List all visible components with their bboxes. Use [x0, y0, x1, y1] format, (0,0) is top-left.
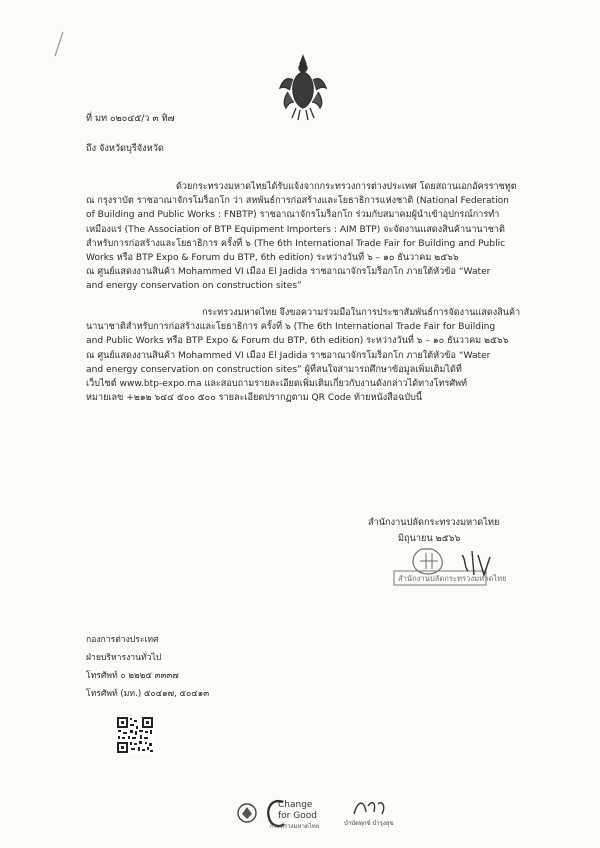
office-stamp	[392, 545, 507, 595]
paragraph-line: เว็บไซต์ www.btp-expo.ma และสอบถามรายละเอียดเพิ่มเติมเกี่ยวกับงานดังกล่าวได้ทางโทรศัพท์	[86, 379, 468, 390]
garuda-emblem-icon	[278, 52, 328, 122]
section-name: ฝ่ายบริหารงานทั่วไป	[86, 653, 162, 663]
footer-logos	[228, 790, 428, 840]
division-name: กองการต่างประเทศ	[86, 635, 159, 645]
paragraph-line: เหมืองแร่ (The Association of BTP Equipment Importers : AIM BTP) จะจัดงานแสดงสินค้านานาชาติ	[86, 224, 505, 235]
internal-phone-number: โทรศัพท์ (มท.) ๕๐๔๑๗, ๕๐๔๑๓	[86, 689, 210, 699]
paragraph-line: นานาชาติสำหรับการก่อสร้างและโยธาธิการ ครั้งที่ ๖ (The 6th International Trade Fair for Building	[86, 322, 496, 333]
ministry-script-logo-icon	[350, 796, 390, 820]
paragraph-line: Works หรือ BTP Expo & Forum du BTP, 6th edition) ระหว่างวันที่ ๖ – ๑๐ ธันวาคม ๒๕๖๖	[86, 253, 459, 264]
qr-code-icon[interactable]	[116, 716, 154, 754]
stamp-text: สำนักงานปลัดกระทรวงมหาดไทย	[398, 574, 507, 583]
logo-tagline: กระทรวงมหาดไทย	[270, 823, 320, 830]
paragraph-line: of Building and Public Works : FNBTP) ราชอาณาจักรโมร็อกโก ร่วมกับสมาคมผู้นำเข้าอุปกรณ์การทำ	[86, 210, 500, 221]
scan-mark	[52, 30, 66, 58]
paragraph-line: ด้วยกระทรวงมหาดไทยได้รับแจ้งจากกระทรวงการต่างประเทศ โดยสถานเอกอัครราชทูต	[176, 182, 517, 192]
paragraph-line: ณ กรุงราบัต ราชอาณาจักรโมร็อกโก ว่า สหพันธ์การก่อสร้างและโยธาธิการแห่งชาติ (National Federation	[86, 196, 509, 207]
body-paragraph-1	[86, 180, 526, 294]
paragraph-line: and Public Works หรือ BTP Expo & Forum du BTP, 6th edition) ระหว่างวันที่ ๖ – ๑๐ ธันวาคม ๒๕๖๖	[86, 336, 509, 347]
seal-logo-icon	[236, 802, 258, 824]
paragraph-line: กระทรวงมหาดไทย จึงขอความร่วมมือในการประชาสัมพันธ์การจัดงานแสดงสินค้า	[202, 308, 521, 318]
stamp-seal-icon	[392, 545, 502, 595]
paragraph-line: ณ ศูนย์แสดงงานสินค้า Mohammed VI เมือง El Jadida ราชอาณาจักรโมร็อกโก ภายใต้หัวข้อ “Water	[86, 350, 491, 361]
paragraph-line: and energy conservation on construction sites” ผู้ที่สนใจสามารถศึกษาข้อมูลเพิ่มเติมได้ที่	[86, 364, 462, 375]
signing-date: มิถุนายน ๒๕๖๖	[398, 533, 461, 544]
logo-for-good-text: for Good	[278, 811, 317, 821]
phone-number: โทรศัพท์ ๐ ๒๒๒๕ ๓๓๓๗	[86, 671, 179, 681]
right-logo-caption: บำบัดทุกข์ บำรุงสุข	[344, 820, 394, 827]
paragraph-line: and energy conservation on construction sites”	[86, 281, 302, 292]
paragraph-line: ณ ศูนย์แสดงงานสินค้า Mohammed VI เมือง El Jadida ราชอาณาจักรโมร็อกโก ภายใต้หัวข้อ “Water	[86, 267, 491, 278]
addressee: ถึง จังหวัดบุรีจังหวัด	[86, 143, 164, 154]
logo-change-text: Change	[278, 800, 313, 810]
body-paragraph-2	[86, 306, 526, 405]
paragraph-line: สำหรับการก่อสร้างและโยธาธิการ ครั้งที่ ๖ (The 6th International Trade Fair for Building and Public	[86, 238, 506, 249]
reference-number: ที่ มท ๐๒๐๔๕/ว ๓ ทิ๗	[86, 113, 175, 124]
signing-office: สำนักงานปลัดกระทรวงมหาดไทย	[368, 517, 500, 528]
paragraph-line: หมายเลข +๒๑๒ ๖๔๔ ๕๐๐ ๕๐๐ รายละเอียดปรากฏตาม QR Code ท้ายหนังสือฉบับนี้	[86, 393, 423, 404]
